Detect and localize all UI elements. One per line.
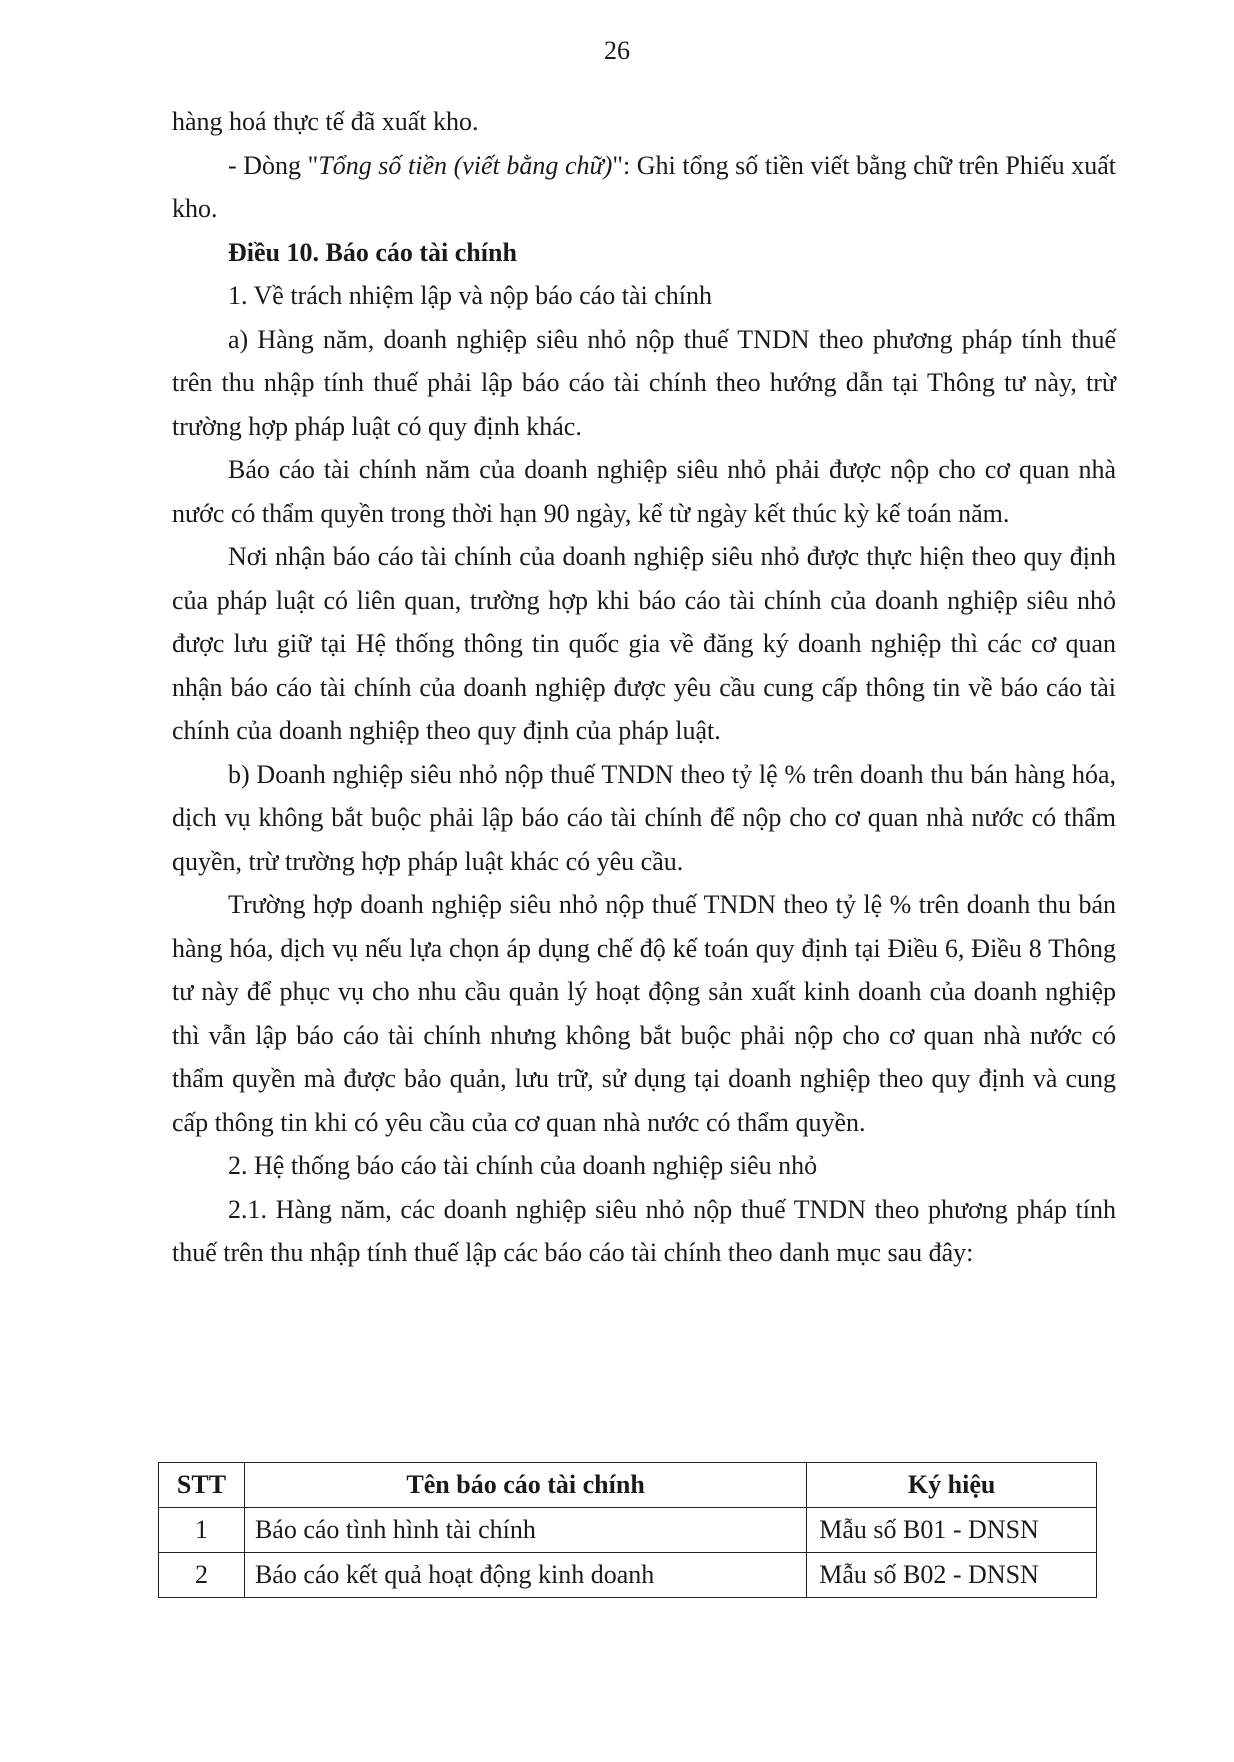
page-number: 26 (604, 36, 630, 65)
paragraph: hàng hoá thực tế đã xuất kho. (172, 107, 479, 136)
header-stt: STT (159, 1463, 245, 1508)
header-code: Ký hiệu (807, 1463, 1097, 1508)
paragraph: a) Hàng năm, doanh nghiệp siêu nhỏ nộp thuế TNDN theo phương pháp tính thuế trên thu nhập tính thuế phải lập báo cáo tài chính theo hướng dẫn tại Thông tư này, trừ trường hợp pháp luật có quy định khác. (172, 324, 1116, 441)
paragraph: 2. Hệ thống báo cáo tài chính của doanh nghiệp siêu nhỏ (228, 1151, 818, 1180)
header-name: Tên báo cáo tài chính (244, 1463, 806, 1508)
document-body (172, 100, 1116, 1275)
paragraph: Báo cáo tài chính năm của doanh nghiệp siêu nhỏ phải được nộp cho cơ quan nhà nước có thẩm quyền trong thời hạn 90 ngày, kể từ ngày kết thúc kỳ kế toán năm. (172, 455, 1116, 528)
table-row (159, 1508, 1097, 1553)
table-header-row (159, 1463, 1097, 1508)
table-row (159, 1553, 1097, 1598)
paragraph: b) Doanh nghiệp siêu nhỏ nộp thuế TNDN theo tỷ lệ % trên doanh thu bán hàng hóa, dịch vụ không bắt buộc phải lập báo cáo tài chính để nộp cho cơ quan nhà nước có thẩm quyền, trừ trường hợp pháp luật khác có yêu cầu. (172, 759, 1116, 876)
cell-stt: 2 (159, 1553, 245, 1598)
cell-name: Báo cáo kết quả hoạt động kinh doanh (244, 1553, 806, 1598)
paragraph: 2.1. Hàng năm, các doanh nghiệp siêu nhỏ nộp thuế TNDN theo phương pháp tính thuế trên thu nhập tính thuế lập các báo cáo tài chính theo danh mục sau đây: (172, 1194, 1116, 1267)
cell-name: Báo cáo tình hình tài chính (244, 1508, 806, 1553)
paragraph: Nơi nhận báo cáo tài chính của doanh nghiệp siêu nhỏ được thực hiện theo quy định của pháp luật có liên quan, trường hợp khi báo cáo tài chính của doanh nghiệp siêu nhỏ được lưu giữ tại Hệ thống thông tin quốc gia về đăng ký doanh nghiệp thì các cơ quan nhận báo cáo tài chính của doanh nghiệp được yêu cầu cung cấp thông tin về báo cáo tài chính của doanh nghiệp theo quy định của pháp luật. (172, 542, 1116, 745)
paragraph: Trường hợp doanh nghiệp siêu nhỏ nộp thuế TNDN theo tỷ lệ % trên doanh thu bán hàng hóa, dịch vụ nếu lựa chọn áp dụng chế độ kế toán quy định tại Điều 6, Điều 8 Thông tư này để phục vụ cho nhu cầu quản lý hoạt động sản xuất kinh doanh của doanh nghiệp thì vẫn lập báo cáo tài chính nhưng không bắt buộc phải nộp cho cơ quan nhà nước có thẩm quyền mà được bảo quản, lưu trữ, sử dụng tại doanh nghiệp theo quy định và cung cấp thông tin khi có yêu cầu của cơ quan nhà nước có thẩm quyền. (172, 890, 1116, 1137)
report-table (158, 1462, 1097, 1598)
paragraph: 1. Về trách nhiệm lập và nộp báo cáo tài chính (228, 281, 712, 310)
paragraph (172, 144, 1116, 231)
cell-code: Mẫu số B01 - DNSN (807, 1508, 1097, 1553)
cell-code: Mẫu số B02 - DNSN (807, 1553, 1097, 1598)
article-heading: Điều 10. Báo cáo tài chính (228, 237, 517, 267)
italic-text: Tổng số tiền (viết bằng chữ) (318, 150, 613, 180)
paragraph-text: - Dòng " (228, 150, 319, 180)
paragraph-text: ": Ghi tổng số tiền viết bằng chữ trên Phiếu xuất kho. (172, 150, 1116, 223)
cell-stt: 1 (159, 1508, 245, 1553)
